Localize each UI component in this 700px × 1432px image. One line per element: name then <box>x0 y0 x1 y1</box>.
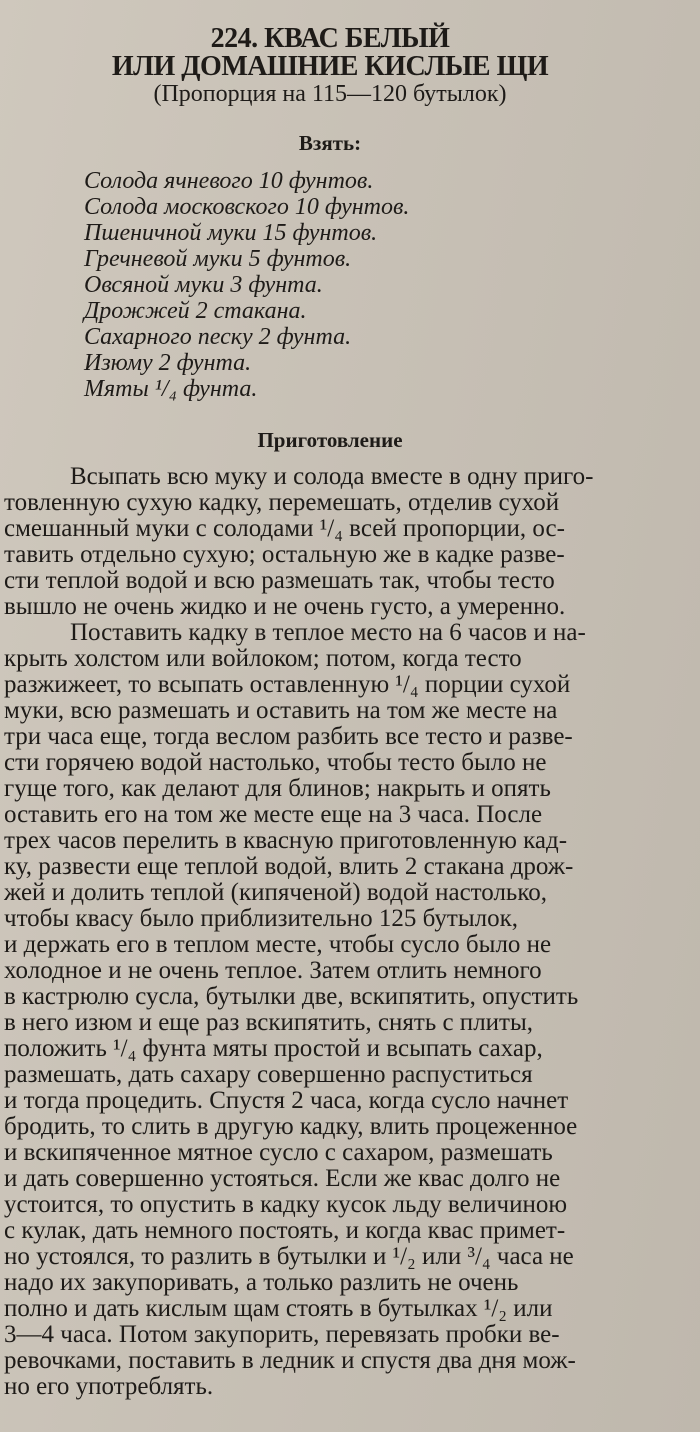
recipe-subtitle: (Пропорция на 115—120 бутылок) <box>153 81 507 107</box>
text-line: устоится, то опустить в кадку кусок льду величиною <box>4 1191 568 1218</box>
text-line: и дать совершенно устояться. Если же квас долго не <box>4 1165 561 1192</box>
ingredient-item: Изюму 2 фунта. <box>84 350 252 376</box>
text-line: муки, всю размешать и оставить на том же месте на <box>4 697 558 724</box>
text-line: с кулак, дать немного постоять, и когда квас примет- <box>4 1217 566 1244</box>
text-line: чтобы квасу было приблизительно 125 бутылок, <box>4 905 519 932</box>
text-line: бродить, то слить в другую кадку, влить процеженное <box>4 1113 578 1140</box>
text-line: ревочками, поставить в ледник и спустя два дня мож- <box>4 1347 576 1374</box>
ingredient-item: Солода московского 10 фунтов. <box>84 194 410 220</box>
text-line: и вскипяченное мятное сусло с сахаром, размешать <box>4 1139 553 1166</box>
text-line: вышло не очень жидко и не очень густо, а умеренно. <box>4 593 566 620</box>
text-line: положить ¹/₄ фунта мяты простой и всыпать сахар, <box>4 1035 543 1062</box>
text-line: в кастрюлю сусла, бутылки две, вскипятить, опустить <box>4 983 579 1010</box>
text-line: размешать, дать сахару совершенно распуститься <box>4 1061 533 1088</box>
ingredients-list <box>84 168 409 402</box>
text-line: жей и долить теплой (кипяченой) водой настолько, <box>4 879 547 906</box>
ingredient-item: Сахарного песку 2 фунта. <box>84 324 352 350</box>
text-line: смешанный муки с солодами ¹/₄ всей пропорции, ос- <box>4 515 565 542</box>
text-line: но его употреблять. <box>4 1373 214 1400</box>
ingredient-item: Солода ячневого 10 фунтов. <box>84 168 374 194</box>
text-line: но устоялся, то разлить в бутылки и ¹/₂ или ³/₄ часа не <box>4 1243 574 1270</box>
ingredient-item: Гречневой муки 5 фунтов. <box>84 246 352 272</box>
ingredient-item: Дрожжей 2 стакана. <box>84 298 307 324</box>
text-line: холодное и не очень теплое. Затем отлить немного <box>4 957 542 984</box>
text-line: трех часов перелить в квасную приготовленную кад- <box>4 827 568 854</box>
text-line: 3—4 часа. Потом закупорить, перевязать пробки ве- <box>4 1321 560 1348</box>
ingredient-item: Овсяной муки 3 фунта. <box>84 272 323 298</box>
recipe-title-line2: ИЛИ ДОМАШНИЕ КИСЛЫЕ ЩИ <box>111 51 549 82</box>
text-line: товленную сухую кадку, перемешать, отделив сухой <box>4 489 560 516</box>
text-line: в него изюм и еще раз вскипятить, снять с плиты, <box>4 1009 534 1036</box>
ingredient-item: Мяты ¹/₄ фунта. <box>84 376 258 402</box>
recipe-title-line1: 224. КВАС БЕЛЫЙ <box>210 23 450 54</box>
text-line: крыть холстом или войлоком; потом, когда тесто <box>4 645 522 672</box>
text-line: сти горячею водой настолько, чтобы тесто было не <box>4 749 547 776</box>
text-line: Поставить кадку в теплое место на 6 часов и на- <box>70 619 586 646</box>
text-line: ку, развести еще теплой водой, влить 2 стакана дрож- <box>4 853 574 880</box>
text-line: и тогда процедить. Спустя 2 часа, когда сусло начнет <box>4 1087 569 1114</box>
text-line: и держать его в теплом месте, чтобы сусло было не <box>4 931 552 958</box>
preparation-paragraph-2 <box>4 620 680 1400</box>
text-line: три часа еще, тогда веслом разбить все тесто и разве- <box>4 723 573 750</box>
ingredients-heading: Взять: <box>298 131 362 155</box>
text-line: тавить отдельно сухую; остальную же в кадке разве- <box>4 541 565 568</box>
text-line: Всыпать всю муку и солода вместе в одну приго- <box>70 463 594 490</box>
preparation-heading: Приготовление <box>257 428 403 452</box>
text-line: надо их закупоривать, а только разлить не очень <box>4 1269 519 1296</box>
text-line: полно и дать кислым щам стоять в бутылках ¹/₂ или <box>4 1295 553 1322</box>
preparation-paragraph-1 <box>4 464 680 620</box>
text-line: оставить его на том же месте еще на 3 часа. После <box>4 801 543 828</box>
ingredient-item: Пшеничной муки 15 фунтов. <box>84 220 378 246</box>
text-line: гуще того, как делают для блинов; накрыть и опять <box>4 775 551 802</box>
text-line: разжижеет, то всыпать оставленную ¹/₄ порции сухой <box>4 671 571 698</box>
text-line: сти теплой водой и всю размешать так, чтобы тесто <box>4 567 555 594</box>
